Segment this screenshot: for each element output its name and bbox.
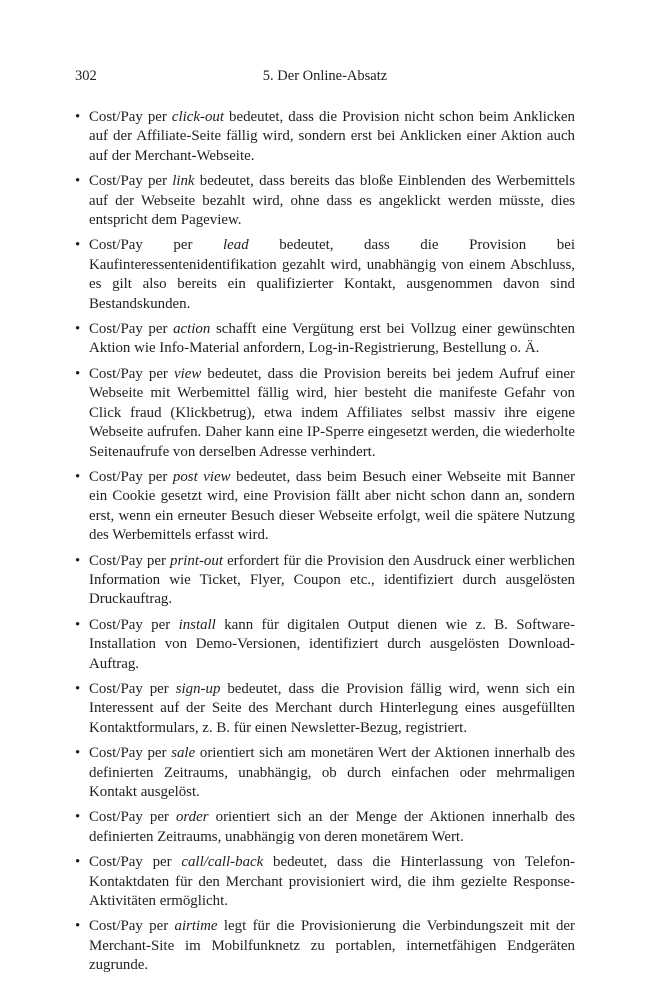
item-prefix: Cost/Pay per	[89, 680, 176, 697]
list-item	[75, 680, 575, 738]
item-text: kann für digitalen Output dienen wie z. B. Software-Installation von Demo-Versionen, identifiziert durch ausgelösten Download-Auftrag.	[89, 616, 575, 672]
item-prefix: Cost/Pay per	[89, 918, 175, 935]
item-prefix: Cost/Pay per	[89, 552, 171, 569]
list-item	[75, 744, 575, 802]
item-term: post view	[172, 468, 231, 485]
list-item	[75, 108, 575, 166]
item-text: orientiert sich am monetären Wert der Aktionen innerhalb des definierten Zeitraums, unabhängig, ob durch einfachen oder mehrmaligen Kontakt ausgelöst.	[89, 745, 575, 800]
list-item	[75, 808, 575, 847]
running-title: 5. Der Online-Absatz	[262, 68, 388, 84]
item-term: lead	[223, 237, 249, 254]
item-text: bedeutet, dass die Provision bereits bei jedem Aufruf einer Webseite mit Werbemittel fällig wird, hier besteht die manifeste Gefahr von Click fraud (Klickbetrug), etwa indem Affiliates selbst massiv ihre eigene Webseite aufrufen. Daher kann eine IP-Sperre eingesetzt werden, die wiederholte Seitenaufrufe von derselben Adresse verhindert.	[89, 365, 575, 460]
item-term: order	[175, 809, 209, 826]
item-term: click-out	[171, 109, 224, 125]
list-item	[75, 853, 575, 911]
item-term: install	[178, 616, 216, 633]
list-item	[75, 552, 575, 610]
item-prefix: Cost/Pay per	[89, 745, 172, 762]
item-prefix: Cost/Pay per	[89, 365, 174, 382]
list-item	[75, 320, 575, 359]
item-prefix: Cost/Pay per	[89, 109, 172, 125]
page-number: 302	[75, 68, 97, 84]
item-text: bedeutet, dass die Hinterlassung von Telefon-Kontaktdaten für den Merchant provisioniert wird, die ihm gezielte Response-Aktivitäten ermöglicht.	[89, 854, 575, 910]
item-text: bedeutet, dass die Provision fällig wird, wenn sich ein Interessent auf der Seite des Merchant durch Hinterlegung eines ausgefüllten Kontaktformulars, z. B. für einen Newsletter-Bezug, registriert.	[89, 680, 575, 736]
list-item	[75, 468, 575, 546]
item-prefix: Cost/Pay per	[89, 321, 174, 338]
list-item	[75, 917, 575, 975]
item-text: bedeutet, dass die Provision bei Kaufinteressentenidentifikation gezahlt wird, unabhängig von einem Abschluss, es gilt also bereits ein qualifizierter Kontakt, ausgenommen davon sind Bestandskunden.	[89, 237, 575, 312]
item-prefix: Cost/Pay per	[89, 854, 182, 871]
item-prefix: Cost/Pay per	[89, 173, 173, 190]
item-text: legt für die Provisionierung die Verbindungszeit mit der Merchant-Site im Mobilfunknetz zu portablen, internetfähigen Endgeräten zugrunde.	[89, 918, 576, 974]
list-item	[75, 236, 575, 314]
item-term: link	[172, 173, 195, 190]
item-prefix: Cost/Pay per	[89, 616, 179, 633]
item-prefix: Cost/Pay per	[89, 237, 224, 254]
item-prefix: Cost/Pay per	[89, 468, 173, 485]
item-text: bedeutet, dass beim Besuch einer Webseite mit Banner ein Cookie gesetzt wird, eine Provision fällt aber nicht schon dann an, sondern erst, wenn ein erneuter Besuch dieser Webseite erfolgt, weil die spätere Nutzung des Werbemittels erfasst wird.	[89, 468, 575, 544]
item-term: print-out	[170, 552, 223, 569]
item-term: action	[173, 321, 211, 338]
item-text: bedeutet, dass bereits das bloße Einblenden des Werbemittels auf der Webseite bezahlt wird, ohne dass es angeklickt werden müsste, dies entspricht dem Pageview.	[89, 173, 575, 229]
item-text: schafft eine Vergütung erst bei Vollzug einer gewünschten Aktion wie Info-Material anfordern, Log-in-Registrierung, Bestellung o. Ä.	[89, 321, 575, 357]
item-term: view	[174, 365, 202, 382]
item-text: bedeutet, dass die Provision nicht schon beim Anklicken auf der Affiliate-Seite fällig wird, sondern erst bei Anklicken einer Aktion auch auf der Merchant-Webseite.	[89, 109, 575, 164]
item-term: sale	[171, 745, 196, 762]
item-term: call/call-back	[181, 854, 264, 871]
list-item	[75, 172, 575, 230]
page-header	[75, 68, 575, 88]
list-item	[75, 616, 575, 674]
item-prefix: Cost/Pay per	[89, 809, 176, 826]
bullet-list	[75, 108, 575, 982]
item-text: orientiert sich an der Menge der Aktionen innerhalb des definierten Zeitraums, unabhängig von deren monetärem Wert.	[89, 809, 575, 845]
item-text: erfordert für die Provision den Ausdruck einer werblichen Information wie Ticket, Flyer, Coupon etc., identifiziert durch ausgelösten Druckauftrag.	[89, 552, 575, 608]
item-term: sign-up	[175, 680, 221, 697]
item-term: airtime	[174, 918, 218, 935]
list-item	[75, 365, 575, 462]
